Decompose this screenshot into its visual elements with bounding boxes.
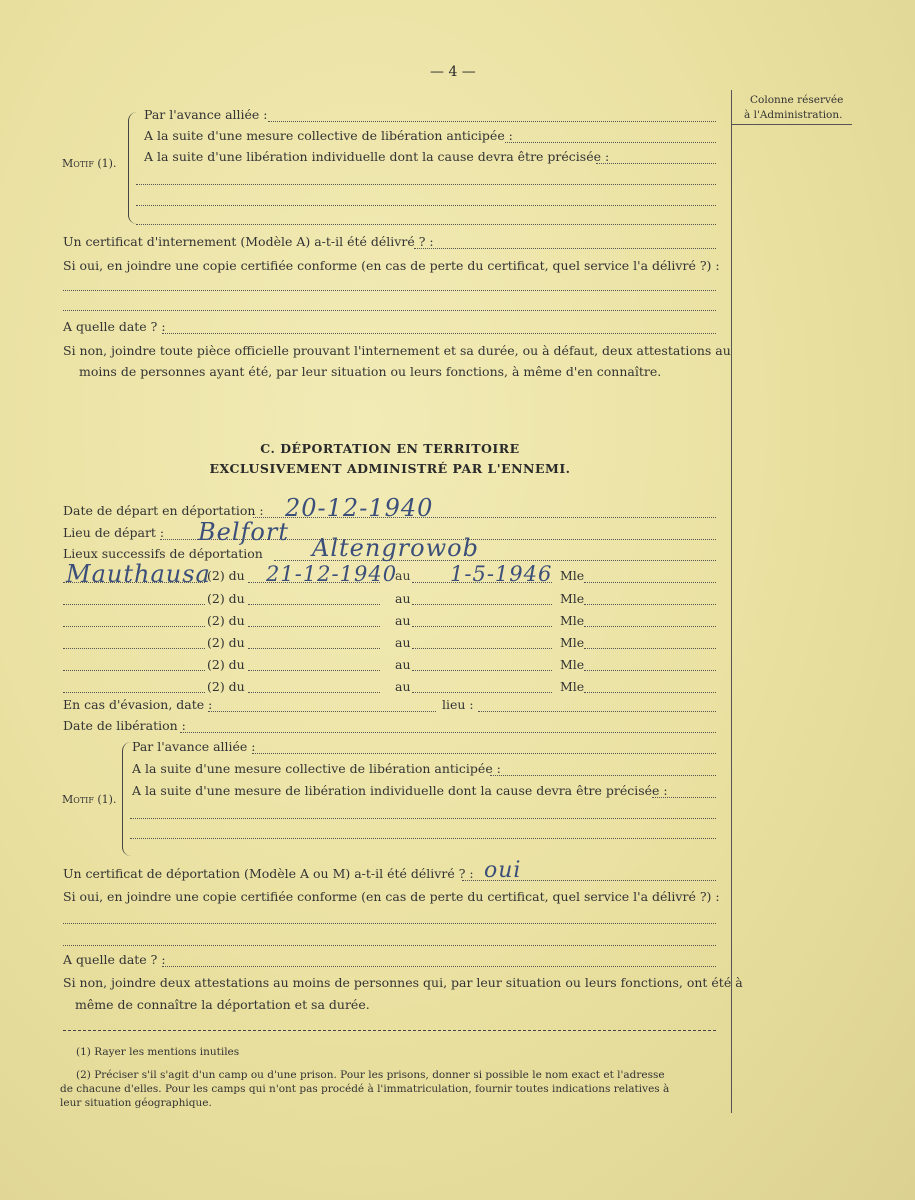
quelle-date-c: A quelle date ? : — [63, 952, 166, 967]
row-4-ml-field[interactable] — [584, 648, 716, 649]
date-depart-label: Date de départ en déportation : — [63, 503, 264, 518]
motif-label-b: Motif (1). — [62, 157, 117, 170]
quelle-date-b: A quelle date ? : — [63, 319, 166, 334]
evasion-label: En cas d'évasion, date : — [63, 697, 213, 712]
motif-c-field-5[interactable] — [130, 838, 716, 839]
row-1-au-value: 1-5-1946 — [450, 562, 553, 586]
row-3-au-field[interactable] — [412, 626, 552, 627]
row-2-ml-field[interactable] — [584, 604, 716, 605]
row-1-au-label: au — [395, 568, 411, 583]
admin-column-underline — [732, 124, 852, 125]
row-3-ml: Mle — [560, 613, 585, 628]
row-1-ml: Mle — [560, 568, 585, 583]
motif-b-field-3[interactable] — [596, 163, 716, 164]
footnote-2-line2: de chacune d'elles. Pour les camps qui n'ont pas procédé à l'immatriculation, fournir toutes indications relatives à — [60, 1083, 670, 1095]
row-5-du-label: (2) du — [207, 657, 245, 672]
certificat-internement-question: Un certificat d'internement (Modèle A) a-t-il été délivré ? : — [63, 234, 434, 249]
row-2-au-field[interactable] — [412, 604, 552, 605]
row-6-place-field[interactable] — [63, 692, 205, 693]
si-oui-b: Si oui, en joindre une copie certifiée conforme (en cas de perte du certificat, quel service l'a délivré ?) : — [63, 258, 720, 273]
quelle-date-b-field[interactable] — [162, 333, 716, 334]
motif-c-field-1[interactable] — [252, 753, 716, 754]
row-4-place-field[interactable] — [63, 648, 205, 649]
motif-b-field-6[interactable] — [136, 224, 716, 225]
motif-c-field-4[interactable] — [130, 818, 716, 819]
lieux-successifs-value: Altengrowob — [312, 534, 479, 562]
row-5-ml: Mle — [560, 657, 585, 672]
section-c-heading-1: C. DÉPORTATION EN TERRITOIRE — [260, 441, 520, 456]
row-5-place-field[interactable] — [63, 670, 205, 671]
si-oui-c-field-1[interactable] — [63, 923, 716, 924]
footnote-1: (1) Rayer les mentions inutiles — [76, 1046, 240, 1058]
row-4-ml: Mle — [560, 635, 585, 650]
motif-c-field-2[interactable] — [490, 775, 716, 776]
motif-label-c: Motif (1). — [62, 793, 117, 806]
motif-c-field-3[interactable] — [652, 797, 716, 798]
section-c-heading-2: EXCLUSIVEMENT ADMINISTRÉ PAR L'ENNEMI. — [209, 461, 571, 476]
certificat-internement-field[interactable] — [414, 248, 716, 249]
quelle-date-c-field[interactable] — [162, 966, 716, 967]
admin-column-header-line2: à l'Administration. — [744, 109, 843, 121]
si-non-b-line2: moins de personnes ayant été, par leur situation ou leurs fonctions, à même d'en connaître. — [79, 364, 662, 379]
row-1-place: Mauthausa — [66, 560, 211, 588]
row-6-au-label: au — [395, 679, 411, 694]
row-6-du-field[interactable] — [248, 692, 380, 693]
row-3-ml-field[interactable] — [584, 626, 716, 627]
si-oui-b-field-1[interactable] — [63, 290, 716, 291]
row-6-ml-field[interactable] — [584, 692, 716, 693]
motif-b-field-1[interactable] — [268, 121, 716, 122]
footnote-separator — [63, 1030, 716, 1031]
liberation-field[interactable] — [180, 732, 716, 733]
evasion-date-field[interactable] — [208, 711, 436, 712]
si-non-c-line1: Si non, joindre deux attestations au moins de personnes qui, par leur situation ou leurs fonctions, ont été à — [63, 975, 743, 990]
motif-b-field-2[interactable] — [505, 142, 716, 143]
row-1-ml-field[interactable] — [584, 582, 716, 583]
si-oui-b-field-2[interactable] — [63, 310, 716, 311]
row-3-du-label: (2) du — [207, 613, 245, 628]
row-4-du-label: (2) du — [207, 635, 245, 650]
motif-b-field-4[interactable] — [136, 184, 716, 185]
date-depart-value: 20-12-1940 — [285, 494, 434, 522]
row-3-du-field[interactable] — [248, 626, 380, 627]
evasion-lieu-field[interactable] — [478, 711, 716, 712]
liberation-label: Date de libération : — [63, 718, 186, 733]
footnote-2-line3: leur situation géographique. — [60, 1097, 212, 1109]
row-5-ml-field[interactable] — [584, 670, 716, 671]
row-1-du-value: 21-12-1940 — [266, 562, 398, 586]
lieu-depart-value: Belfort — [198, 518, 289, 546]
footnote-2-line1: (2) Préciser s'il s'agit d'un camp ou d'une prison. Pour les prisons, donner si possible le nom exact et l'adresse — [76, 1069, 665, 1081]
certificat-deportation-value: oui — [484, 858, 522, 883]
evasion-lieu-label: lieu : — [442, 697, 474, 712]
si-non-b-line1: Si non, joindre toute pièce officielle prouvant l'internement et sa durée, ou à défaut, deux attestations au — [63, 343, 731, 358]
row-1-du-label: (2) du — [207, 568, 245, 583]
row-5-au-label: au — [395, 657, 411, 672]
admin-column-header-line1: Colonne réservée — [750, 94, 844, 106]
lieux-successifs-label: Lieux successifs de déportation — [63, 546, 263, 561]
lieu-depart-label: Lieu de départ : — [63, 525, 165, 540]
motif-c-item-2: A la suite d'une mesure collective de libération anticipée : — [132, 761, 501, 776]
motif-b-item-2: A la suite d'une mesure collective de libération anticipée : — [144, 128, 513, 143]
motif-b-item-1: Par l'avance alliée : — [144, 107, 268, 122]
row-6-ml: Mle — [560, 679, 585, 694]
motif-c-item-3: A la suite d'une mesure de libération individuelle dont la cause devra être précisée : — [132, 783, 668, 798]
si-oui-c-field-2[interactable] — [63, 945, 716, 946]
row-4-du-field[interactable] — [248, 648, 380, 649]
row-6-du-label: (2) du — [207, 679, 245, 694]
motif-b-field-5[interactable] — [136, 205, 716, 206]
row-2-place-field[interactable] — [63, 604, 205, 605]
row-6-au-field[interactable] — [412, 692, 552, 693]
admin-column-divider — [731, 90, 732, 1113]
row-3-place-field[interactable] — [63, 626, 205, 627]
certificat-deportation-question: Un certificat de déportation (Modèle A ou M) a-t-il été délivré ? : — [63, 866, 474, 881]
row-5-au-field[interactable] — [412, 670, 552, 671]
row-2-du-label: (2) du — [207, 591, 245, 606]
row-4-au-label: au — [395, 635, 411, 650]
motif-b-item-3: A la suite d'une libération individuelle dont la cause devra être précisée : — [144, 149, 610, 164]
page-number: — 4 — — [430, 64, 476, 80]
row-2-au-label: au — [395, 591, 411, 606]
row-4-au-field[interactable] — [412, 648, 552, 649]
row-2-du-field[interactable] — [248, 604, 380, 605]
motif-brace-b — [128, 112, 137, 224]
row-3-au-label: au — [395, 613, 411, 628]
motif-c-item-1: Par l'avance alliée : — [132, 739, 256, 754]
row-5-du-field[interactable] — [248, 670, 380, 671]
si-oui-c: Si oui, en joindre une copie certifiée conforme (en cas de perte du certificat, quel service l'a délivré ?) : — [63, 889, 720, 904]
row-2-ml: Mle — [560, 591, 585, 606]
si-non-c-line2: même de connaître la déportation et sa durée. — [75, 997, 370, 1012]
